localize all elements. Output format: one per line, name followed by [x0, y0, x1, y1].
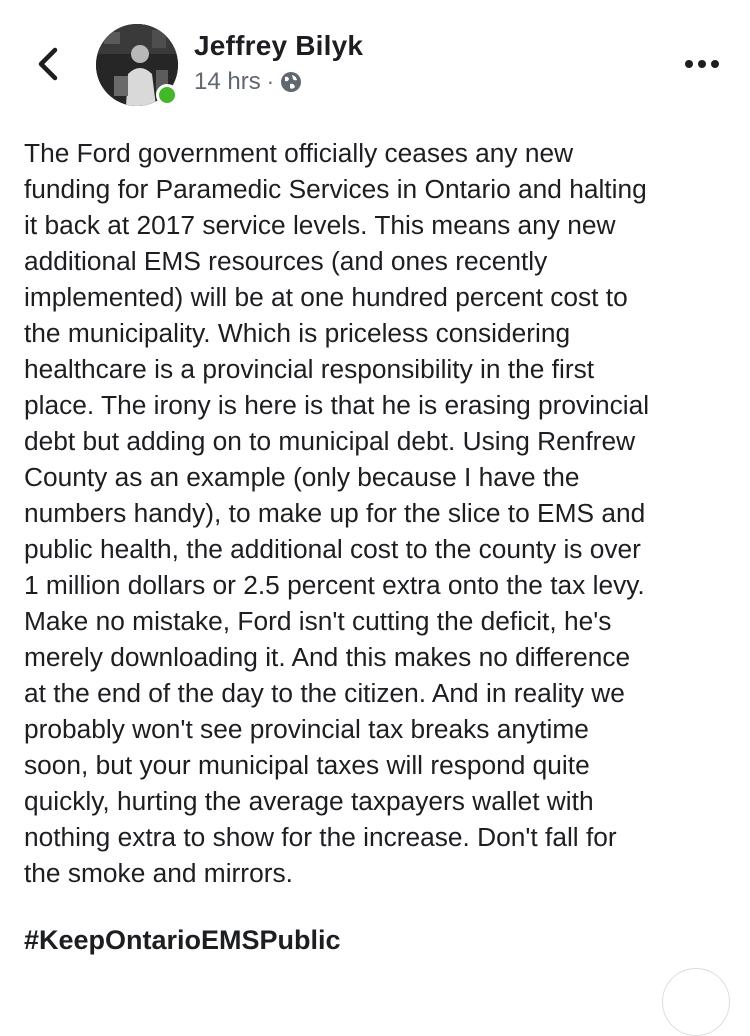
hashtag-link[interactable]: #KeepOntarioEMSPublic — [24, 925, 341, 955]
globe-icon — [280, 71, 302, 93]
online-status-indicator — [156, 84, 178, 106]
post-meta — [194, 68, 302, 96]
post-header — [0, 0, 750, 130]
back-button[interactable] — [28, 42, 68, 86]
more-options-button[interactable] — [680, 52, 724, 76]
more-dots-icon — [684, 59, 720, 69]
chevron-left-icon — [36, 46, 60, 82]
floating-action-bubble[interactable] — [662, 968, 730, 1036]
avatar-container[interactable] — [96, 24, 178, 106]
author-name[interactable]: Jeffrey Bilyk — [194, 30, 364, 61]
meta-separator: · — [266, 69, 275, 94]
post-timestamp[interactable]: 14 hrs — [194, 68, 261, 95]
post-body-text: The Ford government officially ceases any new funding for Paramedic Services in Ontario and halting it back at 2017 service levels. This means any new additional EMS resources (and ones recently implemented) will be at one hundred percent cost to the municipality. Which is priceless considering healthcare is a provincial responsibility in the first place. The irony is here is that he is erasing provincial debt but adding on to municipal debt. Using Renfrew County as an example (only because I have the numbers handy), to make up for the slice to EMS and public health, the additional cost to the county is over 1 million dollars or 2.5 percent extra onto the tax levy. Make no mistake, Ford isn't cutting the deficit, he's merely downloading it. And this makes no difference at the end of the day to the citizen. And in reality we probably won't see provincial tax breaks anytime soon, but your municipal taxes will respond quite quickly, hurting the average taxpayers wallet with nothing extra to show for the increase. Don't fall for the smoke and mirrors. — [24, 138, 650, 888]
